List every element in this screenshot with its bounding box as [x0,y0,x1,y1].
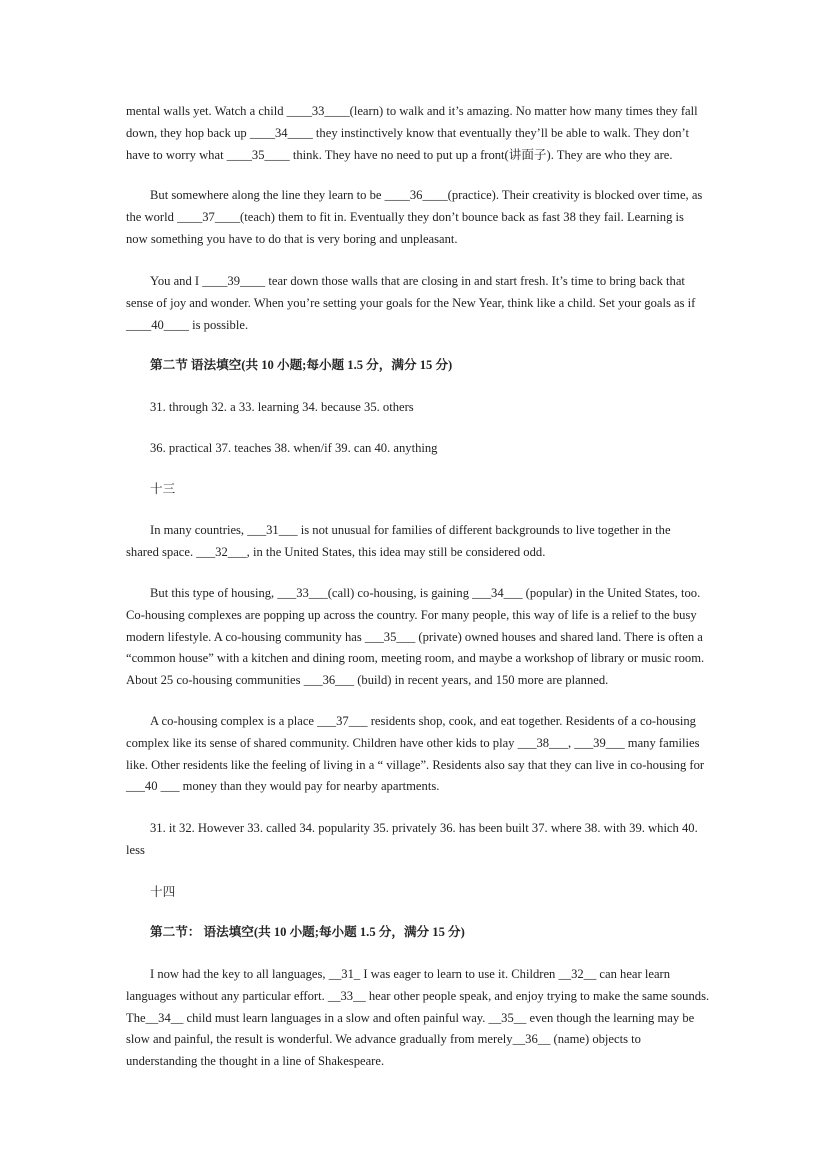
answers-1 [126,397,706,419]
paragraph-4 [126,520,706,564]
text-line: have to worry what ____35____ think. They have no need to put up a front(讲面子). They are who they are. [126,147,673,162]
answer-line: less [126,842,145,857]
text-line: I now had the key to all languages, __31_ I was eager to learn to use it. Children __32__ can hear learn [150,967,671,981]
text-line: understanding the thought in a line of Shakespeare. [126,1054,385,1069]
text-line: like. Other residents like the feeling of living in a “ village”. Residents also say that they can live in co-housing for [126,757,705,772]
paragraph-5 [126,583,706,692]
text-line: modern lifestyle. A co-housing community has ___35___ (private) owned houses and shared land. There is often a [126,629,703,644]
section-number-14 [126,882,706,904]
text-line: ___40 ___ money than they would pay for nearby apartments. [126,779,440,794]
text-line: shared space. ___32___, in the United States, this idea may still be considered odd. [126,544,546,559]
answer-line: 36. practical 37. teaches 38. when/if 39. can 40. anything [150,441,438,455]
heading-text: 第二节 语法填空(共 10 小题;每小题 1.5 分，满分 15 分) [150,358,453,372]
answer-line: 31. through 32. a 33. learning 34. because 35. others [150,400,414,414]
text-line: sense of joy and wonder. When you’re setting your goals for the New Year, think like a child. Set your goals as if [126,295,696,310]
paragraph-1 [126,101,706,166]
section-number: 十四 [150,885,176,899]
text-line: the world ____37____(teach) them to fit in. Eventually they don’t bounce back as fast 38 they fail. Learning is [126,209,684,224]
section-number-13 [126,479,706,501]
section-heading-2 [126,922,706,944]
text-line: You and I ____39____ tear down those walls that are closing in and start fresh. It’s time to bring back that [150,274,685,288]
section-heading [126,355,706,377]
answers-3 [126,818,706,862]
paragraph-7 [126,964,710,1073]
text-line: slow and painful, the result is wonderful. We advance gradually from merely__36__ (name) objects to [126,1032,641,1047]
text-line: “common house” with a kitchen and dining room, meeting room, and maybe a workshop of library or music room. [126,651,705,666]
text-line: ____40____ is possible. [126,317,249,332]
text-line: Co-housing complexes are popping up across the country. For many people, this way of life is a relief to the busy [126,607,697,622]
text-line: About 25 co-housing communities ___36___ (build) in recent years, and 150 more are planned. [126,673,609,688]
text-line: down, they hop back up ____34____ they instinctively know that eventually they’ll be able to walk. They don’t [126,125,689,140]
paragraph-6 [126,711,706,798]
text-line: The__34__ child must learn languages in a slow and often painful way. __35__ even though the learning may be [126,1010,695,1025]
answer-line: 31. it 32. However 33. called 34. popularity 35. privately 36. has been built 37. where 38. with 39. which 40. [150,821,698,835]
heading-text: 第二节： 语法填空(共 10 小题;每小题 1.5 分，满分 15 分) [150,925,465,939]
text-line: languages without any particular effort. __33__ hear other people speak, and enjoy trying to make the same sounds. [126,988,710,1003]
text-line: complex like its sense of shared community. Children have other kids to play ___38___, ___39___ many families [126,735,700,750]
paragraph-2 [126,185,706,250]
text-line: mental walls yet. Watch a child ____33____(learn) to walk and it’s amazing. No matter how many times they fall [126,104,698,118]
text-line: In many countries, ___31___ is not unusual for families of different backgrounds to live together in the [150,523,671,537]
section-number: 十三 [150,482,176,496]
text-line: now something you have to do that is very boring and unpleasant. [126,231,458,246]
answers-2 [126,438,706,460]
text-line: But this type of housing, ___33___(call) co-housing, is gaining ___34___ (popular) in the United States, too. [150,586,701,600]
text-line: A co-housing complex is a place ___37___ residents shop, cook, and eat together. Residents of a co-housing [150,714,696,728]
text-line: But somewhere along the line they learn to be ____36____(practice). Their creativity is blocked over time, as [150,188,703,202]
paragraph-3 [126,271,706,336]
